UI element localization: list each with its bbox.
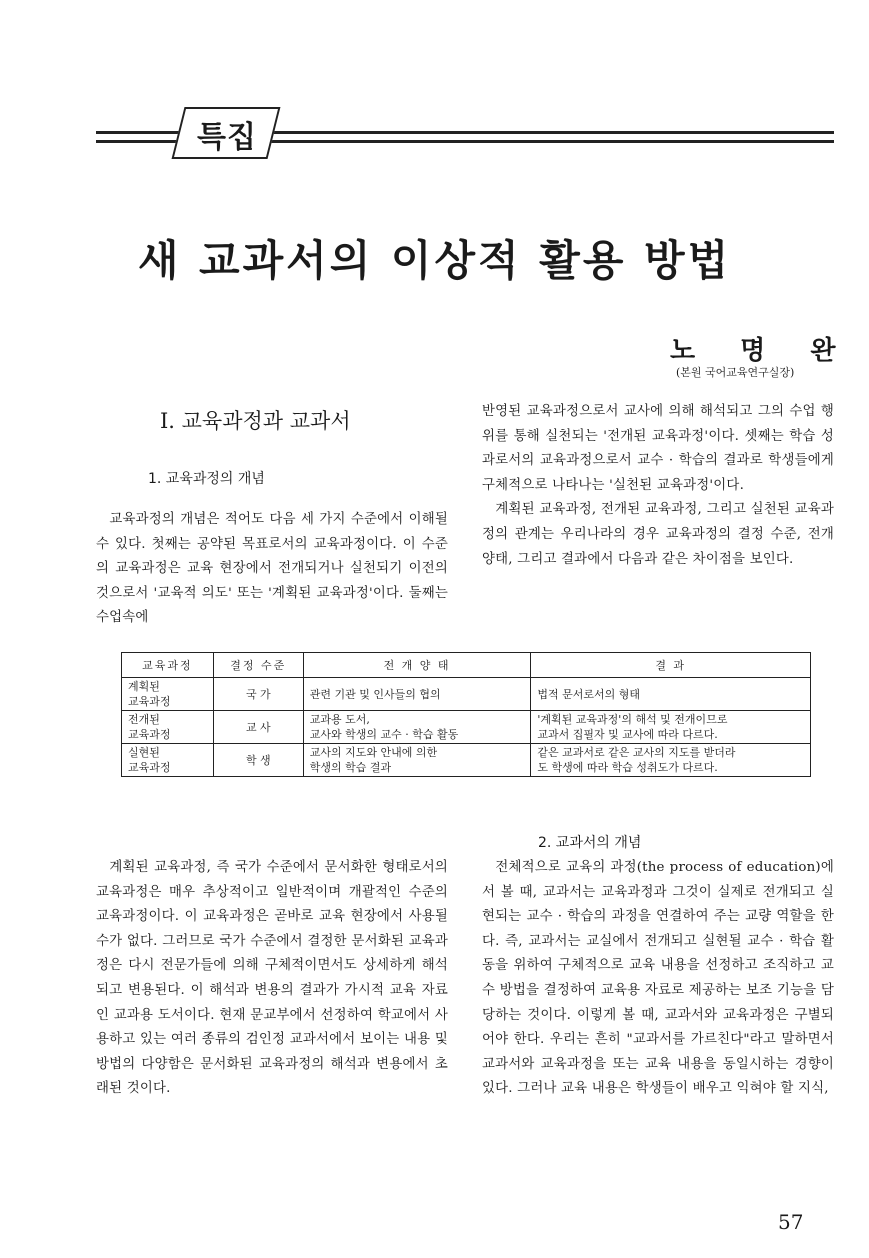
table-cell: 계획된 교육과정	[122, 678, 214, 711]
right-column-top	[482, 400, 834, 572]
table-row	[122, 711, 811, 744]
table-row	[122, 678, 811, 711]
table-cell: 같은 교과서로 같은 교사의 지도를 받더라 도 학생에 따라 학습 성취도가 다르다.	[531, 744, 811, 777]
header-rule-left	[96, 131, 182, 134]
table-cell: 전개된 교육과정	[122, 711, 214, 744]
section-heading: Ⅰ. 교육과정과 교과서	[160, 409, 351, 433]
paragraph: 반영된 교육과정으로서 교사에 의해 해석되고 그의 수업 행위를 통해 실천되는 '전개된 교육과정'이다. 셋째는 학습 성과로서의 교육과정으로서 교수 · 학습의 결과로 학생들에게 구체적으로 나타나는 '실천된 교육과정'이다.	[482, 404, 834, 493]
left-column-bottom	[96, 856, 448, 1102]
subsection-heading-1: 1. 교육과정의 개념	[148, 471, 265, 487]
table-header-cell: 교육과정	[122, 653, 214, 678]
subsection-heading-2: 2. 교과서의 개념	[538, 835, 642, 851]
table-cell: 실현된 교육과정	[122, 744, 214, 777]
paragraph: 계획된 교육과정, 즉 국가 수준에서 문서화한 형태로서의 교육과정은 매우 추상적이고 일반적이며 개괄적인 수준의 교육과정이다. 이 교육과정은 곧바로 교육 현장에서 사용될 수가 없다. 그러므로 국가 수준에서 결정한 문서화된 교육과정은 다시 전문가들에 의해 구체적이면서도 상세하게 해석되고 변용된다. 이 해석과 변용의 결과가 가시적 교육 자료인 교과용 도서이다. 현재 문교부에서 선정하여 학교에서 사용하고 있는 여러 종류의 검인정 교과서에서 보이는 내용 및 방법의 다양함은 문서화된 교육과정의 해석과 변용에서 초래된 것이다.	[96, 860, 448, 1097]
author-name: 노 명 완	[670, 336, 854, 366]
table-cell: 관련 기관 및 인사들의 협의	[303, 678, 531, 711]
right-column-bottom	[482, 856, 834, 1102]
table-cell: 교사의 지도와 안내에 의한 학생의 학습 결과	[303, 744, 531, 777]
author-affiliation: (본원 국어교육연구실장)	[676, 366, 795, 379]
table-cell: 국 가	[213, 678, 303, 711]
paragraph: 전체적으로 교육의 과정(the process of education)에서 볼 때, 교과서는 교육과정과 그것이 실제로 전개되고 실현되는 교수 · 학습의 과정을 연결하여 주는 교량 역할을 한다. 즉, 교과서는 교실에서 전개되고 실현될 교수 · 학습 활동을 위하여 구체적으로 교육 내용을 선정하고 조직하고 교수 방법을 결정하여 교육용 자료로 제공하는 보조 기능을 담당하는 것이다. 이렇게 볼 때, 교과서와 교육과정은 구별되어야 한다. 우리는 흔히 "교과서를 가르친다"라고 말하면서 교과서와 교육과정을 또는 교육 내용을 동일시하는 경향이 있다. 그러나 교육 내용은 학생들이 배우고 익혀야 할 지식,	[482, 860, 834, 1097]
page-number: 57	[778, 1210, 804, 1234]
table-header-cell: 전 개 양 태	[303, 653, 531, 678]
table-cell: 학 생	[213, 744, 303, 777]
table-cell: 교과용 도서, 교사와 학생의 교수 · 학습 활동	[303, 711, 531, 744]
table-cell: '계획된 교육과정'의 해석 및 전개이므로 교과서 집필자 및 교사에 따라 다르다.	[531, 711, 811, 744]
table-cell: 교 사	[213, 711, 303, 744]
left-column-top	[96, 508, 448, 631]
article-title: 새 교과서의 이상적 활용 방법	[137, 236, 732, 285]
table-row	[122, 744, 811, 777]
curriculum-comparison-table	[121, 652, 811, 777]
header-rule-left-lower	[96, 140, 180, 143]
header-rule-right-lower	[266, 140, 834, 143]
header-rule-right	[268, 131, 834, 134]
paragraph: 교육과정의 개념은 적어도 다음 세 가지 수준에서 이해될 수 있다. 첫째는 공약된 목표로서의 교육과정이다. 이 수준의 교육과정은 교육 현장에서 전개되거나 실천되기 이전의 것으로서 '교육적 의도' 또는 '계획된 교육과정'이다. 둘째는 수업속에	[96, 512, 448, 626]
section-tag: 특집	[197, 120, 257, 155]
table-cell: 법적 문서로서의 형태	[531, 678, 811, 711]
table-header-row	[122, 653, 811, 678]
table-header-cell: 결정 수준	[213, 653, 303, 678]
table-header-cell: 결 과	[531, 653, 811, 678]
paragraph: 계획된 교육과정, 전개된 교육과정, 그리고 실천된 교육과정의 관계는 우리나라의 경우 교육과정의 결정 수준, 전개 양태, 그리고 결과에서 다음과 같은 차이점을 보인다.	[482, 502, 834, 567]
